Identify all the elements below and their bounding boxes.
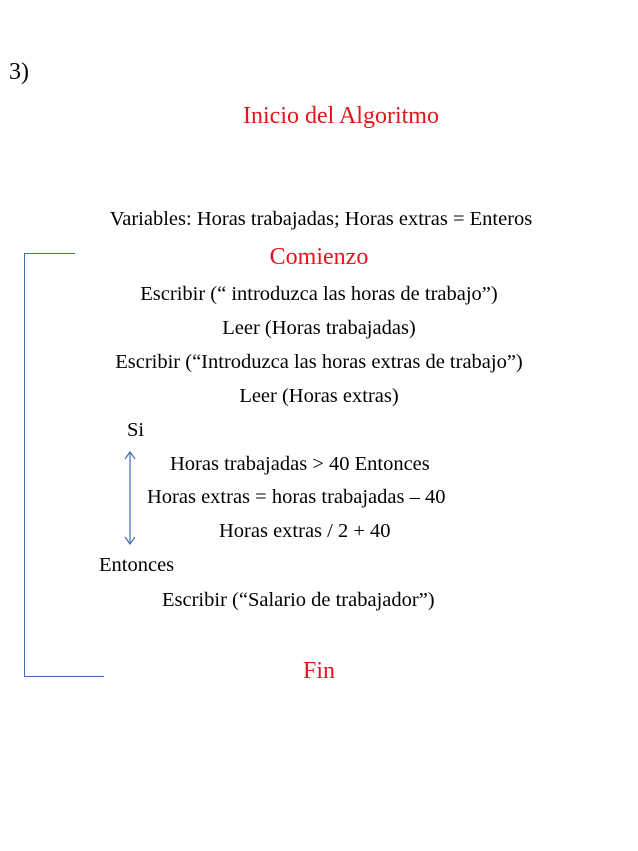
double-arrow-icon: [122, 449, 138, 547]
condition-hours-greater-40: Horas trabajadas > 40 Entonces: [170, 453, 430, 475]
step-write-hours: Escribir (“ introduzca las horas de trabajo”): [140, 283, 498, 305]
comienzo-label: Comienzo: [269, 244, 369, 270]
slide-number-label: 3): [9, 59, 29, 85]
algorithm-title: Inicio del Algoritmo: [243, 103, 439, 129]
bracket-vertical-line: [24, 253, 25, 677]
fin-label: Fin: [302, 658, 335, 684]
step-write-extra-hours: Escribir (“Introduzca las horas extras de trabajo”): [115, 351, 523, 373]
step-write-salary: Escribir (“Salario de trabajador”): [162, 589, 435, 611]
condition-extra-hours-division: Horas extras / 2 + 40: [219, 520, 391, 542]
step-read-extra-hours: Leer (Horas extras): [239, 385, 399, 407]
si-label: Si: [127, 419, 145, 441]
variables-declaration: Variables: Horas trabajadas; Horas extras = Enteros: [109, 208, 533, 230]
step-read-hours: Leer (Horas trabajadas): [222, 317, 416, 339]
condition-extra-hours-calc: Horas extras = horas trabajadas – 40: [147, 486, 446, 508]
entonces-label: Entonces: [99, 554, 175, 576]
